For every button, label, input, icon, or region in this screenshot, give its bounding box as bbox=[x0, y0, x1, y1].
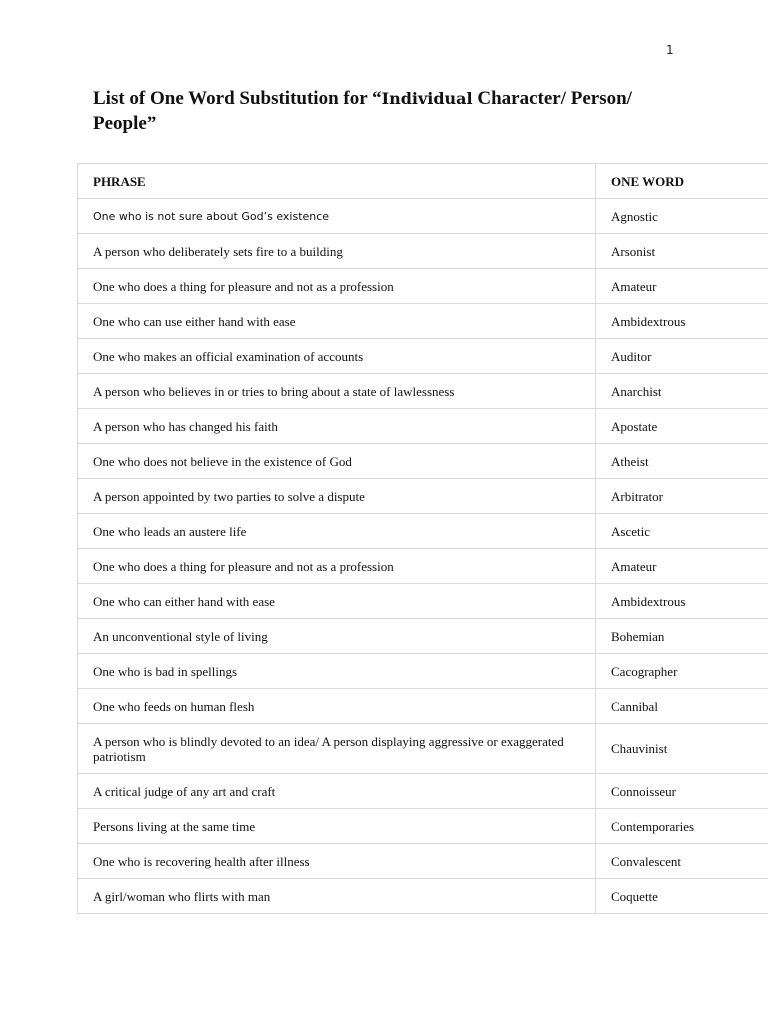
table-row bbox=[78, 809, 768, 844]
substitution-table bbox=[77, 163, 768, 914]
document-title bbox=[93, 86, 693, 136]
title-part-a: List of One Word Substitution for “ bbox=[93, 88, 382, 109]
table-row bbox=[78, 479, 768, 514]
table-row bbox=[78, 269, 768, 304]
word-cell: Arsonist bbox=[596, 234, 768, 269]
word-cell: Ascetic bbox=[596, 514, 768, 549]
word-cell: Chauvinist bbox=[596, 724, 768, 774]
phrase-cell: One who does not believe in the existence of God bbox=[78, 444, 596, 479]
phrase-cell: One who does a thing for pleasure and not as a profession bbox=[78, 549, 596, 584]
word-cell: Auditor bbox=[596, 339, 768, 374]
phrase-cell: A person who is blindly devoted to an idea/ A person displaying aggressive or exaggerated patriotism bbox=[78, 724, 596, 774]
word-cell: Connoisseur bbox=[596, 774, 768, 809]
table-row bbox=[78, 304, 768, 339]
table-row bbox=[78, 844, 768, 879]
table-row bbox=[78, 549, 768, 584]
word-cell: Apostate bbox=[596, 409, 768, 444]
word-cell: Ambidextrous bbox=[596, 304, 768, 339]
table-row bbox=[78, 199, 768, 234]
phrase-cell: Persons living at the same time bbox=[78, 809, 596, 844]
word-cell: Contemporaries bbox=[596, 809, 768, 844]
phrase-cell: One who makes an official examination of accounts bbox=[78, 339, 596, 374]
word-cell: Arbitrator bbox=[596, 479, 768, 514]
word-cell: Atheist bbox=[596, 444, 768, 479]
phrase-cell: A girl/woman who flirts with man bbox=[78, 879, 596, 914]
table-row bbox=[78, 584, 768, 619]
word-cell: Anarchist bbox=[596, 374, 768, 409]
phrase-cell: A person who believes in or tries to bring about a state of lawlessness bbox=[78, 374, 596, 409]
one-word-column-header: ONE WORD bbox=[596, 164, 768, 199]
table-header-row bbox=[78, 164, 768, 199]
table-row bbox=[78, 879, 768, 914]
phrase-cell: A person who has changed his faith bbox=[78, 409, 596, 444]
word-cell: Ambidextrous bbox=[596, 584, 768, 619]
phrase-cell: One who can use either hand with ease bbox=[78, 304, 596, 339]
phrase-cell: A critical judge of any art and craft bbox=[78, 774, 596, 809]
phrase-cell: One who leads an austere life bbox=[78, 514, 596, 549]
page-number: 1 bbox=[666, 43, 674, 57]
table-row bbox=[78, 689, 768, 724]
phrase-cell: One who feeds on human flesh bbox=[78, 689, 596, 724]
table-row bbox=[78, 514, 768, 549]
phrase-cell: An unconventional style of living bbox=[78, 619, 596, 654]
phrase-cell: One who is recovering health after illness bbox=[78, 844, 596, 879]
table-row bbox=[78, 234, 768, 269]
table-row bbox=[78, 654, 768, 689]
table-row bbox=[78, 339, 768, 374]
word-cell: Coquette bbox=[596, 879, 768, 914]
phrase-column-header: PHRASE bbox=[78, 164, 596, 199]
table-row bbox=[78, 619, 768, 654]
phrase-cell: A person who deliberately sets fire to a building bbox=[78, 234, 596, 269]
phrase-cell: One who can either hand with ease bbox=[78, 584, 596, 619]
word-cell: Convalescent bbox=[596, 844, 768, 879]
word-cell: Cannibal bbox=[596, 689, 768, 724]
table-row bbox=[78, 724, 768, 774]
word-cell: Bohemian bbox=[596, 619, 768, 654]
table-row bbox=[78, 774, 768, 809]
word-cell: Amateur bbox=[596, 269, 768, 304]
phrase-cell: A person appointed by two parties to solve a dispute bbox=[78, 479, 596, 514]
table-row bbox=[78, 409, 768, 444]
table-row bbox=[78, 374, 768, 409]
phrase-cell: One who is bad in spellings bbox=[78, 654, 596, 689]
title-part-c: Character/ Person/ People” bbox=[93, 88, 632, 134]
word-cell: Agnostic bbox=[596, 199, 768, 234]
phrase-cell: One who is not sure about God’s existence bbox=[78, 199, 596, 234]
title-part-b: Individual bbox=[381, 89, 473, 108]
table-row bbox=[78, 444, 768, 479]
word-cell: Cacographer bbox=[596, 654, 768, 689]
phrase-cell: One who does a thing for pleasure and not as a profession bbox=[78, 269, 596, 304]
word-cell: Amateur bbox=[596, 549, 768, 584]
